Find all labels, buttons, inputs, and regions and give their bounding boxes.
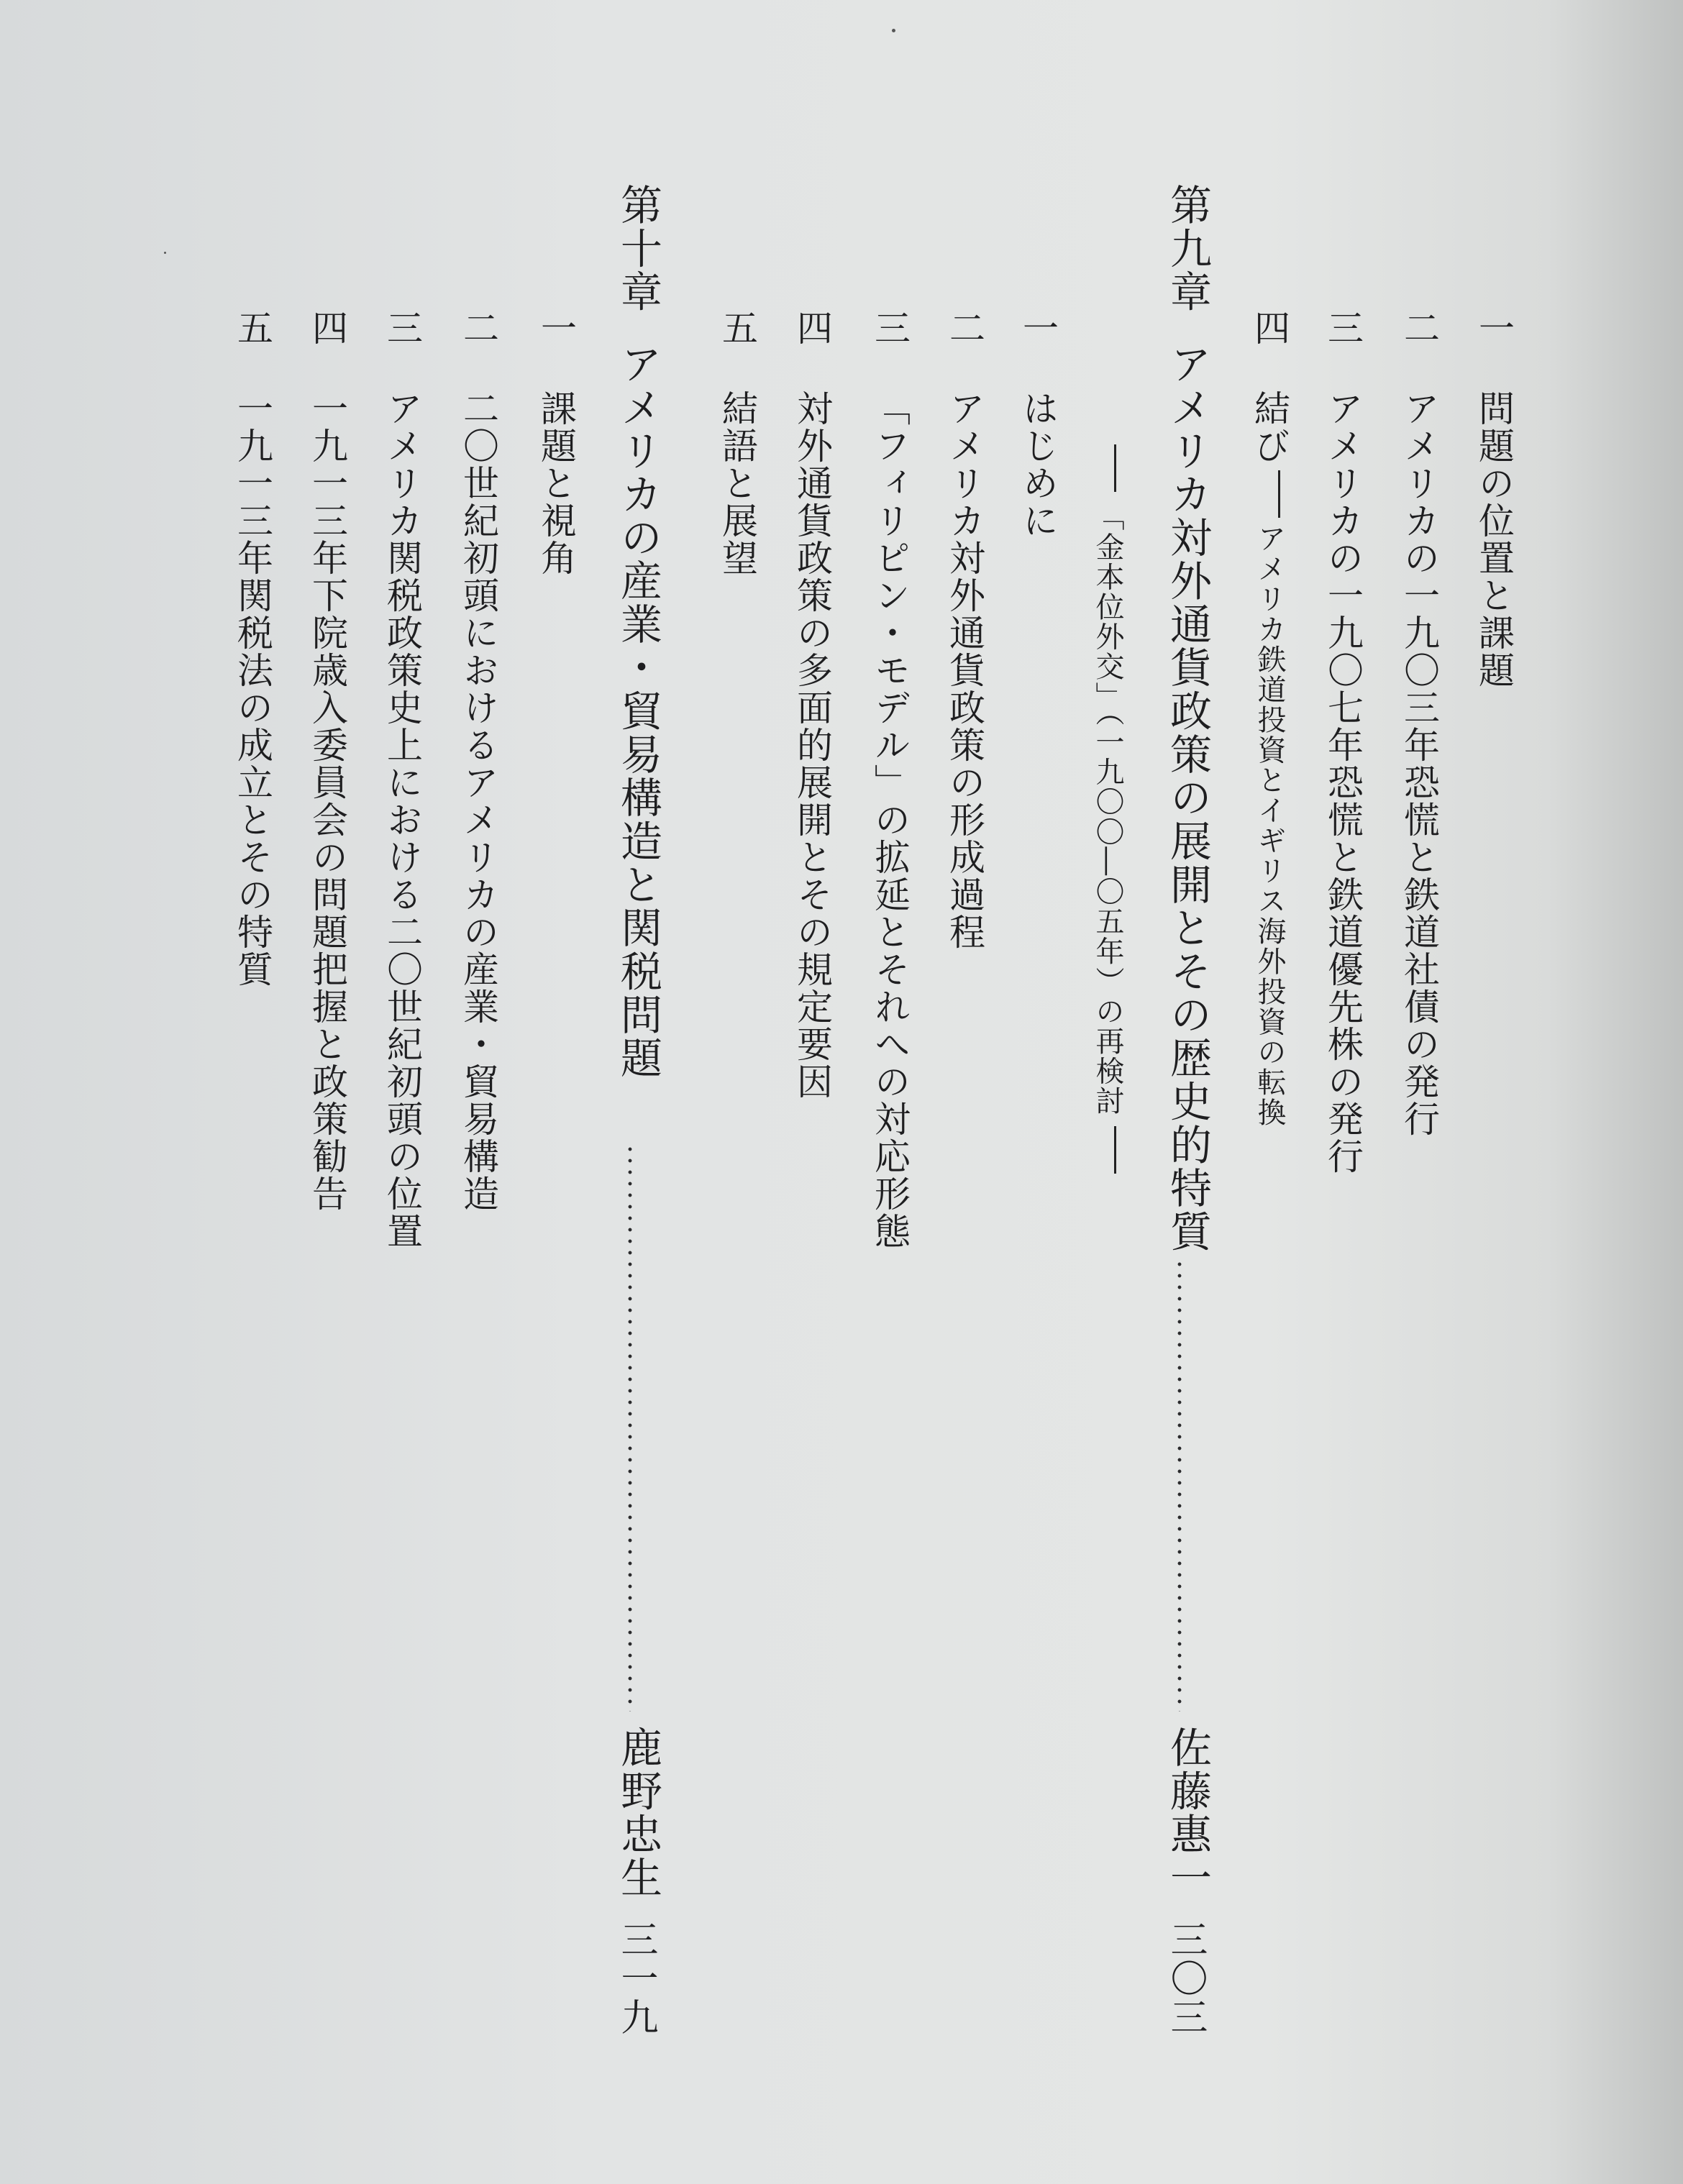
section-title: アメリカの一九〇三年恐慌と鉄道社債の発行 (1398, 390, 1440, 1138)
section-number: 三 (381, 309, 423, 347)
em-dash (1114, 444, 1116, 492)
chapter-author: 佐藤惠一 (1163, 1726, 1212, 1900)
section-title: 二〇世紀初頭におけるアメリカの産業・貿易構造 (457, 390, 499, 1212)
chapter-number: 第九章 (1163, 183, 1212, 314)
toc-entry (306, 309, 348, 1212)
toc-entry (1398, 309, 1440, 1138)
section-number: 一 (535, 309, 577, 347)
toc-entry (535, 309, 577, 577)
chapter-heading (614, 183, 662, 1080)
section-number: 一 (1017, 309, 1059, 347)
paper-speck (164, 252, 166, 254)
section-number: 五 (716, 309, 758, 347)
toc-entry (791, 309, 833, 1100)
toc-entry (381, 309, 423, 1250)
chapter-title: アメリカの産業・貿易構造と関税問題 (614, 342, 662, 1080)
section-number: 三 (869, 309, 911, 347)
chapter-subtitle (1093, 439, 1122, 1179)
chapter-page: 三〇三 (1164, 1920, 1207, 2037)
section-number: 二 (944, 309, 985, 347)
toc-entry (232, 309, 273, 988)
section-number: 二 (1398, 309, 1440, 347)
section-title: 結語と展望 (716, 390, 758, 577)
toc-entry (1473, 309, 1515, 689)
toc-entry (1322, 309, 1364, 1175)
section-number: 四 (1249, 309, 1290, 347)
chapter-heading (1163, 183, 1212, 1253)
section-subtitle: アメリカ鉄道投資とイギリス海外投資の転換 (1253, 524, 1286, 1128)
chapter-author: 鹿野忠生 (614, 1726, 662, 1900)
section-title: アメリカ対外通貨政策の形成過程 (944, 390, 985, 951)
toc-entry (1251, 309, 1290, 1128)
leader-dots (627, 1143, 633, 1712)
section-title: 一九一三年下院歳入委員会の問題把握と政策勧告 (306, 390, 348, 1212)
section-number: 四 (306, 309, 348, 347)
chapter-number: 第十章 (614, 183, 662, 314)
section-title: 問題の位置と課題 (1473, 390, 1515, 689)
section-title: 課題と視角 (535, 390, 577, 577)
section-title: アメリカの一九〇七年恐慌と鉄道優先株の発行 (1322, 390, 1364, 1175)
toc-entry (944, 309, 985, 951)
section-number: 五 (232, 309, 273, 347)
leader-dots (1177, 1258, 1182, 1712)
toc-entry (716, 309, 758, 577)
section-number: 四 (791, 309, 833, 347)
section-number: 一 (1473, 309, 1515, 347)
section-title: 一九一三年関税法の成立とその特質 (232, 390, 273, 988)
section-title: はじめに (1017, 390, 1059, 539)
section-title: 「フィリピン・モデル」の拡延とそれへの対応形態 (869, 390, 911, 1250)
em-dash (1278, 470, 1280, 518)
toc-entry (1017, 309, 1059, 539)
toc-entry (869, 309, 911, 1250)
section-title: アメリカ関税政策史上における二〇世紀初頭の位置 (381, 390, 423, 1250)
chapter-title: アメリカ対外通貨政策の展開とその歴史的特質 (1163, 342, 1212, 1253)
paper-speck (892, 29, 895, 32)
toc-entry (457, 309, 499, 1212)
section-number: 二 (457, 309, 499, 347)
chapter-subtitle-text: 「金本位外交」（一九〇〇―〇五年）の再検討 (1091, 502, 1124, 1116)
section-title: 対外通貨政策の多面的展開とその規定要因 (791, 390, 833, 1100)
chapter-page: 三一九 (614, 1920, 657, 2037)
section-title: 結び (1249, 390, 1290, 465)
section-number: 三 (1322, 309, 1364, 347)
em-dash (1114, 1126, 1116, 1174)
